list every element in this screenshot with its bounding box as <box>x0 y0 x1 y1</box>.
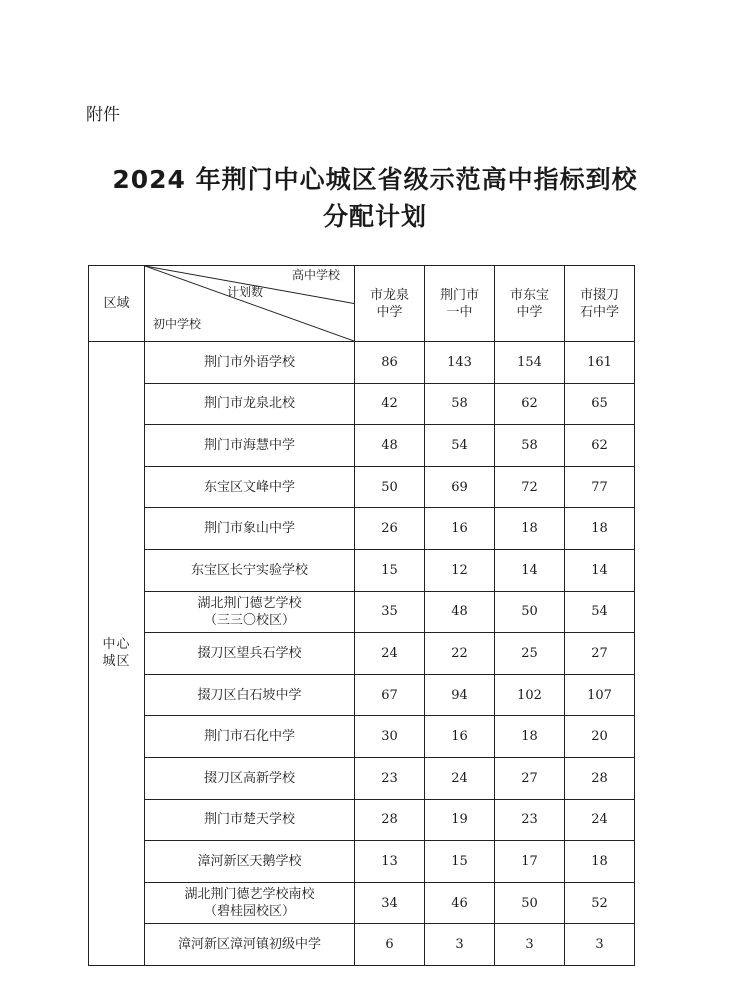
quota-value-col2: 94 <box>425 674 495 716</box>
header-high-school-1 <box>355 266 425 342</box>
quota-value-col4: 54 <box>565 591 635 633</box>
table-row <box>89 716 635 758</box>
quota-value-col2: 15 <box>425 841 495 883</box>
table-row <box>89 757 635 799</box>
quota-value-col3: 25 <box>495 633 565 675</box>
junior-school-name: 湖北荆门德艺学校南校 <box>184 887 315 903</box>
junior-school-name: 掇刀区高新学校 <box>203 770 295 786</box>
junior-school-cell <box>145 882 355 924</box>
table-row <box>89 466 635 508</box>
high-school-1-line1: 市龙泉 <box>369 287 409 303</box>
junior-school-name: 荆门市龙泉北校 <box>203 396 295 412</box>
junior-school-cell <box>145 549 355 591</box>
quota-value-col2: 54 <box>425 425 495 467</box>
junior-school-cell <box>145 757 355 799</box>
quota-value-col4: 3 <box>565 924 635 966</box>
quota-value-col2: 69 <box>425 466 495 508</box>
quota-value-col3: 14 <box>495 549 565 591</box>
quota-value-col4: 161 <box>565 342 635 384</box>
junior-school-name: 东宝区长宁实验学校 <box>190 562 308 578</box>
quota-value-col2: 19 <box>425 799 495 841</box>
quota-value-col1: 30 <box>355 716 425 758</box>
quota-value-col1: 86 <box>355 342 425 384</box>
junior-school-cell <box>145 841 355 883</box>
quota-value-col2: 48 <box>425 591 495 633</box>
quota-value-col4: 28 <box>565 757 635 799</box>
table-row <box>89 425 635 467</box>
attachment-label: 附件 <box>86 105 120 125</box>
table-row <box>89 508 635 550</box>
header-plan-label: 计划数 <box>227 285 264 299</box>
junior-school-name: 湖北荆门德艺学校 <box>197 595 302 611</box>
junior-school-cell <box>145 383 355 425</box>
high-school-1-line2: 中学 <box>376 304 403 320</box>
quota-value-col4: 77 <box>565 466 635 508</box>
header-high-school-4 <box>565 266 635 342</box>
quota-value-col3: 50 <box>495 882 565 924</box>
high-school-3-line2: 中学 <box>516 304 543 320</box>
table-row <box>89 549 635 591</box>
quota-value-col3: 3 <box>495 924 565 966</box>
region-line1: 中心 <box>102 637 131 653</box>
junior-school-campus: （碧桂园校区） <box>203 904 295 920</box>
region-line2: 城区 <box>102 654 131 670</box>
quota-value-col2: 22 <box>425 633 495 675</box>
quota-value-col3: 18 <box>495 716 565 758</box>
junior-school-name: 荆门市外语学校 <box>203 354 295 370</box>
quota-value-col2: 143 <box>425 342 495 384</box>
junior-school-cell <box>145 924 355 966</box>
quota-value-col2: 24 <box>425 757 495 799</box>
quota-value-col3: 18 <box>495 508 565 550</box>
table-row <box>89 674 635 716</box>
quota-value-col3: 154 <box>495 342 565 384</box>
quota-value-col1: 42 <box>355 383 425 425</box>
quota-value-col4: 107 <box>565 674 635 716</box>
quota-value-col1: 28 <box>355 799 425 841</box>
document-title-line1: 2024 年荆门中心城区省级示范高中指标到校 <box>112 165 638 194</box>
junior-school-cell <box>145 466 355 508</box>
junior-school-cell <box>145 591 355 633</box>
quota-value-col3: 72 <box>495 466 565 508</box>
junior-school-name: 掇刀区望兵石学校 <box>197 645 302 661</box>
high-school-4-line1: 市掇刀 <box>579 287 619 303</box>
header-region: 区域 <box>89 266 145 342</box>
quota-value-col3: 102 <box>495 674 565 716</box>
quota-value-col2: 16 <box>425 716 495 758</box>
quota-value-col1: 6 <box>355 924 425 966</box>
quota-value-col4: 52 <box>565 882 635 924</box>
header-junior-school-label: 初中学校 <box>153 317 202 331</box>
quota-value-col3: 50 <box>495 591 565 633</box>
junior-school-name: 东宝区文峰中学 <box>203 479 295 495</box>
quota-value-col4: 24 <box>565 799 635 841</box>
quota-value-col4: 65 <box>565 383 635 425</box>
document-title-line2: 分配计划 <box>322 202 427 231</box>
quota-value-col3: 62 <box>495 383 565 425</box>
header-high-school-3 <box>495 266 565 342</box>
junior-school-cell <box>145 716 355 758</box>
junior-school-cell <box>145 674 355 716</box>
region-cell <box>89 342 145 966</box>
table-header-row <box>89 266 635 342</box>
allocation-table <box>88 265 635 966</box>
quota-value-col1: 34 <box>355 882 425 924</box>
junior-school-name: 漳河新区天鹅学校 <box>197 853 302 869</box>
quota-value-col4: 18 <box>565 508 635 550</box>
quota-value-col1: 23 <box>355 757 425 799</box>
quota-value-col1: 26 <box>355 508 425 550</box>
quota-value-col4: 20 <box>565 716 635 758</box>
junior-school-cell <box>145 508 355 550</box>
quota-value-col2: 58 <box>425 383 495 425</box>
junior-school-name: 荆门市象山中学 <box>203 521 295 537</box>
table-row <box>89 342 635 384</box>
junior-school-cell <box>145 799 355 841</box>
quota-value-col1: 13 <box>355 841 425 883</box>
junior-school-name: 漳河新区漳河镇初级中学 <box>177 937 321 953</box>
quota-value-col1: 24 <box>355 633 425 675</box>
quota-value-col2: 46 <box>425 882 495 924</box>
header-diagonal-cell <box>145 266 355 342</box>
high-school-4-line2: 石中学 <box>579 304 619 320</box>
quota-value-col3: 17 <box>495 841 565 883</box>
quota-value-col1: 15 <box>355 549 425 591</box>
quota-value-col2: 12 <box>425 549 495 591</box>
table-row <box>89 633 635 675</box>
table-row <box>89 383 635 425</box>
table-row <box>89 882 635 924</box>
table-row <box>89 799 635 841</box>
quota-value-col3: 58 <box>495 425 565 467</box>
quota-value-col2: 16 <box>425 508 495 550</box>
table-row <box>89 924 635 966</box>
junior-school-name: 荆门市海慧中学 <box>203 437 295 453</box>
junior-school-name: 荆门市楚天学校 <box>203 812 295 828</box>
quota-value-col1: 48 <box>355 425 425 467</box>
high-school-2-line1: 荆门市 <box>439 287 479 303</box>
junior-school-cell <box>145 342 355 384</box>
high-school-3-line1: 市东宝 <box>509 287 549 303</box>
quota-value-col3: 27 <box>495 757 565 799</box>
quota-value-col4: 14 <box>565 549 635 591</box>
quota-value-col4: 62 <box>565 425 635 467</box>
header-high-school-2 <box>425 266 495 342</box>
quota-value-col4: 27 <box>565 633 635 675</box>
junior-school-cell <box>145 425 355 467</box>
quota-value-col2: 3 <box>425 924 495 966</box>
junior-school-name: 荆门市石化中学 <box>203 729 295 745</box>
junior-school-name: 掇刀区白石坡中学 <box>197 687 302 703</box>
quota-value-col1: 67 <box>355 674 425 716</box>
quota-value-col4: 18 <box>565 841 635 883</box>
table-row <box>89 591 635 633</box>
quota-value-col1: 50 <box>355 466 425 508</box>
quota-value-col3: 23 <box>495 799 565 841</box>
header-high-school-label: 高中学校 <box>291 268 340 282</box>
junior-school-campus: （三三〇校区） <box>203 612 295 628</box>
junior-school-cell <box>145 633 355 675</box>
quota-value-col1: 35 <box>355 591 425 633</box>
table-row <box>89 841 635 883</box>
high-school-2-line2: 一中 <box>446 304 473 320</box>
